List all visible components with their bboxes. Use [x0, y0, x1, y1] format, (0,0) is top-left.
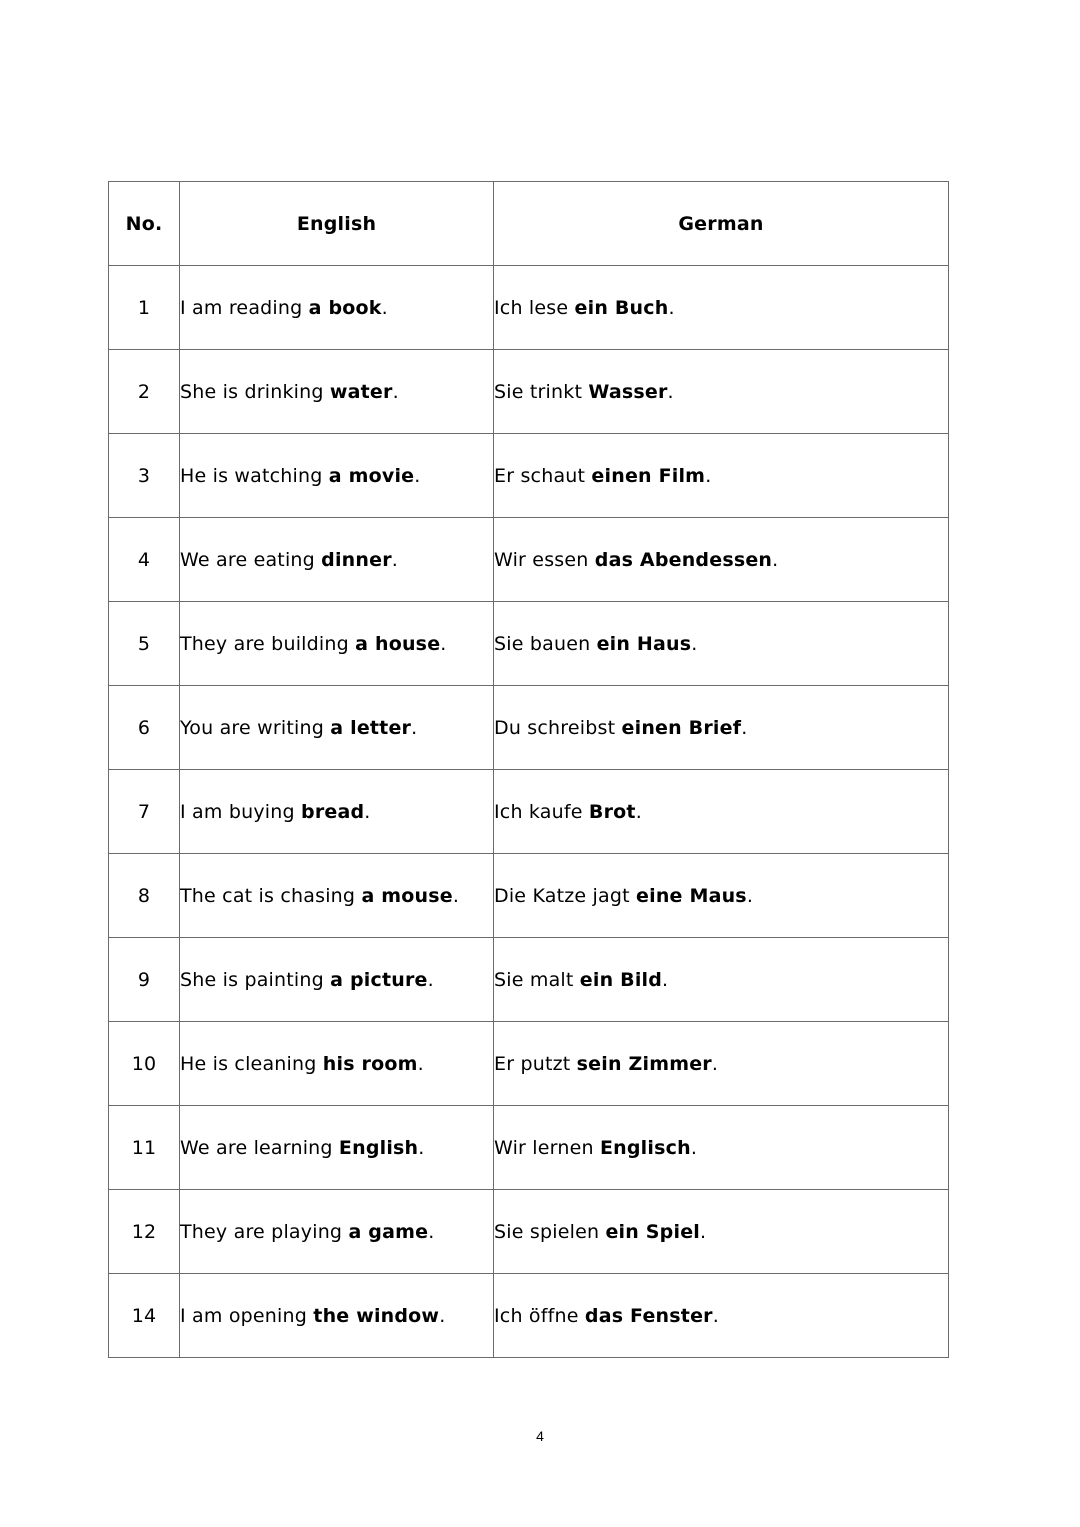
table-row	[109, 1190, 949, 1274]
table-row	[109, 686, 949, 770]
german-sentence: Wir lernen Englisch.	[494, 1106, 949, 1190]
row-number: 4	[109, 518, 180, 602]
german-sentence: Sie spielen ein Spiel.	[494, 1190, 949, 1274]
table-row	[109, 1022, 949, 1106]
table-header-row	[109, 182, 949, 266]
vocabulary-table	[108, 181, 949, 1358]
german-sentence: Er putzt sein Zimmer.	[494, 1022, 949, 1106]
german-sentence: Die Katze jagt eine Maus.	[494, 854, 949, 938]
german-sentence: Wir essen das Abendessen.	[494, 518, 949, 602]
row-number: 1	[109, 266, 180, 350]
table-row	[109, 854, 949, 938]
english-sentence: We are eating dinner.	[180, 518, 494, 602]
table-row	[109, 518, 949, 602]
english-sentence: She is drinking water.	[180, 350, 494, 434]
row-number: 6	[109, 686, 180, 770]
english-sentence: I am buying bread.	[180, 770, 494, 854]
row-number: 5	[109, 602, 180, 686]
german-sentence: Ich kaufe Brot.	[494, 770, 949, 854]
row-number: 2	[109, 350, 180, 434]
english-sentence: They are playing a game.	[180, 1190, 494, 1274]
english-sentence: She is painting a picture.	[180, 938, 494, 1022]
german-sentence: Sie malt ein Bild.	[494, 938, 949, 1022]
row-number: 12	[109, 1190, 180, 1274]
table-row	[109, 350, 949, 434]
table-row	[109, 602, 949, 686]
header-english: English	[180, 182, 494, 266]
english-sentence: He is cleaning his room.	[180, 1022, 494, 1106]
english-sentence: I am opening the window.	[180, 1274, 494, 1358]
row-number: 9	[109, 938, 180, 1022]
table-body	[109, 266, 949, 1358]
german-sentence: Du schreibst einen Brief.	[494, 686, 949, 770]
english-sentence: The cat is chasing a mouse.	[180, 854, 494, 938]
table-row	[109, 770, 949, 854]
table-row	[109, 266, 949, 350]
header-no: No.	[109, 182, 180, 266]
german-sentence: Ich öffne das Fenster.	[494, 1274, 949, 1358]
page-number: 4	[536, 1428, 544, 1444]
english-sentence: They are building a house.	[180, 602, 494, 686]
header-german: German	[494, 182, 949, 266]
table-row	[109, 1274, 949, 1358]
table-row	[109, 1106, 949, 1190]
german-sentence: Ich lese ein Buch.	[494, 266, 949, 350]
row-number: 14	[109, 1274, 180, 1358]
english-sentence: You are writing a letter.	[180, 686, 494, 770]
german-sentence: Sie trinkt Wasser.	[494, 350, 949, 434]
row-number: 11	[109, 1106, 180, 1190]
row-number: 10	[109, 1022, 180, 1106]
row-number: 7	[109, 770, 180, 854]
german-sentence: Sie bauen ein Haus.	[494, 602, 949, 686]
english-sentence: We are learning English.	[180, 1106, 494, 1190]
row-number: 8	[109, 854, 180, 938]
row-number: 3	[109, 434, 180, 518]
table-row	[109, 938, 949, 1022]
table-row	[109, 434, 949, 518]
english-sentence: He is watching a movie.	[180, 434, 494, 518]
english-sentence: I am reading a book.	[180, 266, 494, 350]
german-sentence: Er schaut einen Film.	[494, 434, 949, 518]
